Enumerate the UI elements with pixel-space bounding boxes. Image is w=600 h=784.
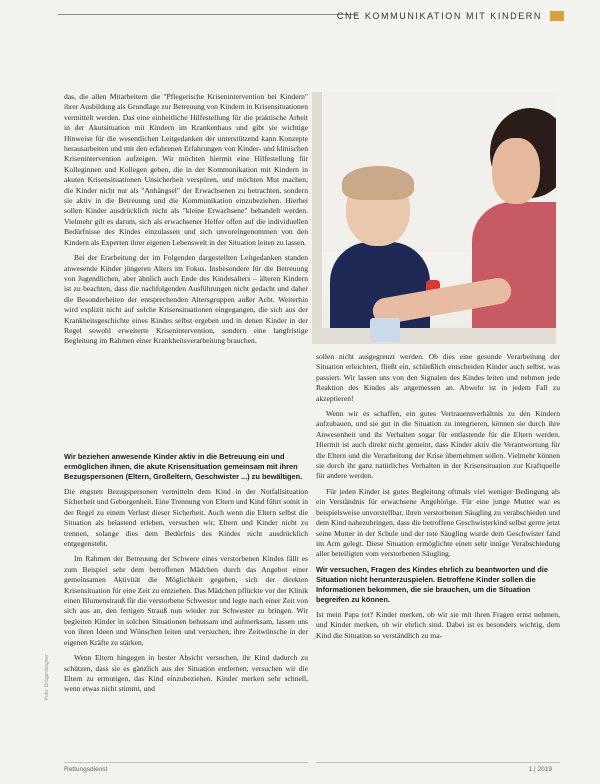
footer-publication: Rettungsdienst [64, 766, 108, 773]
footer-rule [64, 762, 308, 763]
paragraph: das, die allen Mitarbeitern die "Pflegerische Krisenintervention bei Kindern" ihrer Ausbildung als Grundlage zur Betreuung von Kindern in Krisensituationen vermittelt werden. Das eine einheitliche Hilfestellung für die praktische Arbeit in der Akutsituation mit Kindern im Krankenhaus und gibt sie wichtige Hinweise für die wesentlichen Leitgedanken der unterstützend kann Konzepte herausarbeiten und mit den erfahrenen Erfahrungen von Kinder- und klinischen Krisenintervention aufzeigen. Wir möchten hiermit eine Hilfestellung für Kolleginnen und Kollegen geben, die in der Kommunikation mit Kindern in akuten Krisensituationen Unsicherheit verspüren, und möchten Mut machen, die Kinder nicht nur als "Anhängsel" der Erwachsenen zu betrachten, sondern sie aktiv in die Betreuung und die Kommunikation einzubeziehen. Hierbei sollen Kinder ausdrücklich nicht als "kleine Erwachsene" behandelt werden. Vielmehr gilt es darum, sich als erwachsener Helfer offen auf die individuellen Bedürfnisse des Kindes einzulassen und sich unvoreingenommen von den Kindern als Experten ihrer eigenen Lebenswelt in der Situation leiten zu lassen. [64, 92, 308, 247]
photo-credit: Foto: Dräger/wagner [44, 654, 50, 700]
paragraph: sollen nicht ausgegrenzt werden. Ob dies eine gesunde Verarbeitung der Situation erleichtert, fließt ein, schließlich entscheiden Kinder auch selbst, was passiert. Wir lassen uns von den Signalen des Kindes leiten und nehmen jede Reaktion des Kindes als angemessen an. Abwehr ist in jedem Fall zu akzeptieren! [316, 352, 560, 403]
section-title: CNE KOMMUNIKATION MIT KINDERN [336, 11, 542, 21]
photo-child-hair [342, 166, 414, 200]
paragraph: Wenn Eltern hingegen in bester Absicht versuchen, ihr Kind dadurch zu schützen, dass sie es gänzlich aus der Situation entfernen, versuchen wir die Eltern zu ermutigen, das Kind einzubeziehen. Kinder merken sehr schnell, wenn etwas nicht stimmt, und [64, 653, 308, 694]
lead-paragraph: Wir versuchen, Fragen des Kindes ehrlich zu beantworten und die Situation nicht herunterzuspielen. Betroffene Kinder sollen die Informationen bekommen, die sie brauchen, um die Situation begreifen zu können. [316, 564, 548, 604]
photo-doorframe [312, 92, 322, 344]
photo-woman-body [472, 202, 556, 344]
photo-toy-cube [370, 318, 400, 342]
paragraph: Die engsten Bezugspersonen vermitteln dem Kind in der Notfallsituation Sicherheit und Geborgenheit. Eine Trennung von Eltern und Kind führt somit in der Regel zu einem Verlust dieser Sicherheit. Auch wenn die Eltern selbst die Situation als belastend erleben, versuchen wir, Eltern und Kinder nicht zu trennen, solange dies dem Bedürfnis des Kindes nicht ausdrücklich entgegensteht. [64, 487, 308, 549]
paragraph: Für jeden Kinder ist gutes Begleitung oftmals viel weniger Bedingung als ein Verständnis für erwachsene Angehörige. Für eine junge Mutter war es beispielsweise unvorstellbar, ihren verstorbenen Säugling zu verabschieden und dem Kind nahezubringen, dass die betroffene Geschwisterkind selbst gerne jetzt seine Mutter in der Schule und der tote Säugling wurde dem Geschwister fand im Arm gelegt. Diese Situation ermöglichte einen sehr innige Verabschiedung aller beteiligten vom verstorbenen Säugling. [316, 486, 560, 559]
running-header [337, 8, 564, 24]
column-left-bottom [64, 452, 308, 752]
article-photo [312, 92, 556, 344]
lead-paragraph: Wir beziehen anwesende Kinder aktiv in die Betreuung ein und ermöglichen ihnen, die akute Krisensituation gemeinsam mit ihren Bezugspersonen (Eltern, Großeltern, Geschwister ...) zu bewältigen. [64, 452, 303, 481]
photo-table [312, 328, 556, 344]
header-rule [58, 14, 358, 15]
page-tag-mark [550, 11, 564, 21]
footer-rule [316, 762, 560, 763]
paragraph: Bei der Erarbeitung der im Folgenden dargestellten Leitgedanken standen anwesende Kinder jüngeren Alters im Fokus. Insbesondere für die Betreuung von Jugendlichen, aber ähnlich auch Ende des Kindesalters – älteren Kindern ist zu beachten, dass die nachfolgenden Ausführungen nicht gedacht und daher die Besonderheiten der entsprechenden Altersgruppen außer Acht. Weiterhin wird explizit nicht auf solche Krisensituationen eingegangen, die sich aus der Krankheitsgeschichte eines Kindes selbst ergeben und in denen Kinder in der Regel sowohl erweiterte Krisenintervention, sondern eine langfristige Begleitung im Rahmen einer Krankheitsverarbeitung brauchen. [64, 253, 308, 346]
paragraph: Im Rahmen der Betreuung der Schwere eines verstorbenen Kindes fällt es zum Beispiel sehr dem betroffenen Mädchen durch das Angebot einer gemeinsamen Aktivität die Möglichkeit gegeben, sich der direkten Krisensituation für eine Zeit zu entziehen. Das Mädchen pflückte vor der Klinik einen Blumenstrauß für die verstorbene Schwester und legte nach einer Zeit von sich aus an, den fertigen Strauß nun wieder zur Schwester zu bringen. Wir begleiten Kinder in solchen Situationen behutsam und aufmerksam, lassen uns von ihren Ideen und Wünschen leiten und versuchen, ihre Zeitwünsche in der eigenen Kräfte zu stärken. [64, 554, 308, 647]
column-right [316, 352, 560, 752]
photo-woman-face [492, 138, 540, 204]
paragraph: Wenn wir es schaffen, ein gutes Vertrauensverhältnis zu den Kindern aufzubauen, und sie gut in die Situation zu integrieren, können sie durch ihre Anwesenheit und ihr Verhalten sogar für entlastende für die Eltern werden. Hiermit ist auch direkt nicht gemeint, dass Kinder aktiv die Verantwortung für die Eltern und die Verarbeitung der Krise übernehmen sollen. Vielmehr können sie durch ihr ganz natürliches Verhalten in der Krisensituation zur Kraftquelle für andere werden. [316, 409, 560, 481]
paragraph: Ist mein Papa tot? Kinder merken, ob wir sie mit ihren Fragen ernst nehmen, und Kinder merken, ob wir ehrlich sind. Dabei ist es besonders wichtig, dem Kind die Situation so verständlich zu ma- [316, 609, 560, 640]
column-left-top [64, 92, 308, 444]
footer-issue: 1 | 2019 [528, 766, 552, 773]
